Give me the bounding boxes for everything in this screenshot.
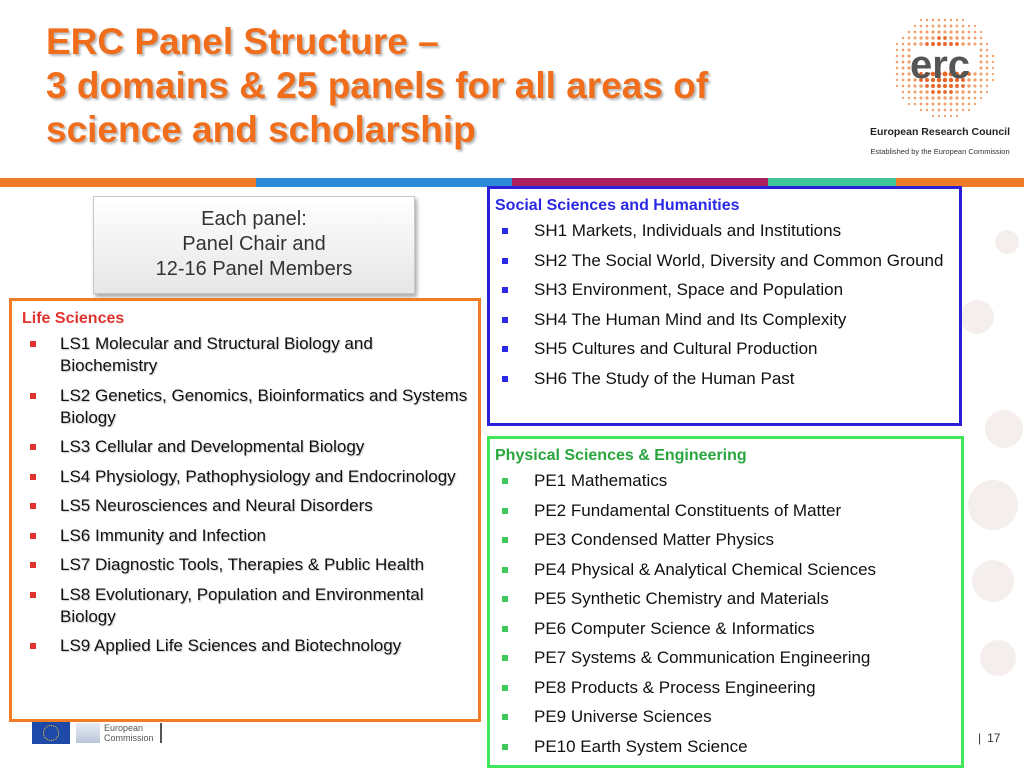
logo-dot: [944, 109, 947, 112]
logo-dot: [925, 30, 928, 33]
logo-dot: [925, 96, 928, 99]
logo-dot: [974, 37, 977, 40]
logo-dot: [956, 109, 959, 112]
logo-dot: [902, 67, 905, 70]
logo-dot: [968, 103, 971, 106]
logo-dot: [986, 43, 988, 45]
logo-dot: [938, 25, 941, 28]
logo-dot: [902, 61, 905, 64]
logo-dot: [974, 31, 977, 34]
logo-dot: [908, 31, 910, 33]
callout-line: Panel Chair and: [182, 233, 326, 255]
logo-dot: [919, 96, 922, 99]
list-item: SH4 The Human Mind and Its Complexity: [495, 309, 949, 331]
logo-dot: [938, 115, 940, 117]
logo-dot: [937, 102, 940, 105]
slide-title: [46, 20, 708, 152]
logo-dot: [902, 55, 905, 58]
logo-dot: [986, 91, 988, 93]
erc-logo: [862, 12, 1018, 160]
logo-dot: [956, 103, 959, 106]
logo-dot: [992, 67, 994, 69]
list-item: PE8 Products & Process Engineering: [495, 677, 951, 699]
list-item: LS1 Molecular and Structural Biology and Biochemistry: [22, 333, 468, 377]
logo-dot: [974, 25, 976, 27]
logo-dot: [896, 55, 899, 58]
logo-dot: [914, 31, 917, 34]
list-item: LS8 Evolutionary, Population and Environmental Biology: [22, 584, 468, 628]
logo-dot: [937, 90, 941, 94]
logo-dot: [896, 43, 898, 45]
logo-dot: [980, 37, 983, 40]
life-sciences-list: [22, 333, 468, 657]
logo-dot: [974, 103, 976, 105]
logo-dot: [980, 79, 983, 82]
logo-dot: [932, 115, 934, 117]
logo-dot: [914, 103, 917, 106]
logo-dot: [896, 73, 899, 76]
logo-dot: [950, 115, 952, 117]
eu-flag-icon: [32, 722, 70, 744]
list-item: PE4 Physical & Analytical Chemical Sciences: [495, 559, 951, 581]
list-item: LS9 Applied Life Sciences and Biotechnology: [22, 635, 468, 657]
logo-dot: [913, 90, 916, 93]
logo-dot: [931, 36, 935, 40]
slide-title-line: ERC Panel Structure –: [46, 21, 439, 62]
physical-sciences-title: Physical Sciences & Engineering: [495, 447, 747, 464]
page-number: [978, 731, 1000, 745]
logo-dot: [968, 97, 971, 100]
slide-title-line: science and scholarship: [46, 109, 476, 150]
list-item: PE3 Condensed Matter Physics: [495, 529, 951, 551]
background-dot: [972, 560, 1014, 602]
logo-dot: [955, 36, 958, 39]
logo-dot: [908, 37, 911, 40]
logo-dot: [908, 91, 911, 94]
list-item: SH1 Markets, Individuals and Institutions: [495, 220, 949, 242]
logo-dot: [950, 25, 953, 28]
background-dot: [980, 640, 1016, 676]
erc-dot-sphere-icon: [874, 12, 1006, 122]
logo-dot: [949, 90, 953, 94]
logo-dot: [937, 36, 941, 40]
logo-dot: [986, 79, 989, 82]
logo-dot: [950, 109, 953, 112]
logo-dot: [919, 90, 922, 93]
logo-dot: [902, 85, 905, 88]
commission-wordmark-line: Commission: [104, 733, 154, 743]
logo-dot: [986, 61, 989, 64]
erc-logo-mark: erc: [909, 43, 971, 87]
logo-dot: [956, 25, 959, 28]
social-sciences-list: [495, 220, 949, 390]
logo-dot: [920, 25, 923, 28]
logo-dot: [992, 73, 994, 75]
logo-dot: [973, 72, 976, 75]
logo-dot: [926, 103, 929, 106]
logo-dot: [949, 36, 953, 40]
logo-dot: [896, 61, 899, 64]
commission-building-icon: [76, 723, 100, 743]
logo-dot: [932, 25, 935, 28]
logo-dot: [943, 102, 946, 105]
logo-dot: [896, 49, 898, 51]
logo-subtitle: Established by the European Commission: [870, 147, 1010, 156]
logo-dot: [902, 37, 904, 39]
physical-sciences-panel: [487, 436, 964, 768]
logo-dot: [931, 90, 935, 94]
logo-dot: [956, 19, 958, 21]
logo-dot: [926, 19, 928, 21]
logo-dot: [986, 67, 989, 70]
logo-dot: [950, 19, 953, 22]
logo-dot: [896, 85, 898, 87]
list-item: LS3 Cellular and Developmental Biology: [22, 436, 468, 458]
logo-dot: [986, 73, 989, 76]
logo-dot: [926, 109, 929, 112]
logo-dot: [968, 109, 970, 111]
logo-dot: [980, 55, 983, 58]
logo-dot: [980, 31, 982, 33]
logo-dot: [956, 115, 958, 117]
logo-dot: [962, 103, 965, 106]
logo-dot: [986, 85, 988, 87]
logo-dot: [908, 103, 910, 105]
logo-dot: [949, 102, 952, 105]
list-item: PE1 Mathematics: [495, 470, 951, 492]
logo-dot: [974, 91, 977, 94]
logo-dot: [920, 19, 922, 21]
logo-dot: [974, 97, 977, 100]
logo-dot: [919, 36, 922, 39]
list-item: SH3 Environment, Space and Population: [495, 279, 949, 301]
logo-dot: [961, 96, 964, 99]
list-item: LS7 Diagnostic Tools, Therapies & Public Health: [22, 554, 468, 576]
logo-dot: [943, 90, 947, 94]
callout-line: Each panel:: [201, 208, 307, 230]
logo-dot: [937, 30, 940, 33]
logo-dot: [943, 30, 946, 33]
logo-dot: [932, 19, 935, 22]
accent-segment: [0, 178, 256, 187]
logo-dot: [943, 96, 946, 99]
logo-dot: [967, 90, 970, 93]
logo-dot: [920, 31, 923, 34]
logo-dot: [914, 25, 916, 27]
logo-dot: [961, 36, 964, 39]
logo-dot: [962, 25, 965, 28]
logo-dot: [932, 103, 935, 106]
page-separator: |: [978, 731, 982, 745]
logo-dot: [986, 55, 989, 58]
social-sciences-panel: [487, 186, 962, 426]
logo-dot: [986, 49, 989, 52]
logo-dot: [902, 73, 905, 76]
list-item: PE5 Synthetic Chemistry and Materials: [495, 588, 951, 610]
logo-dot: [967, 36, 970, 39]
logo-dot: [931, 96, 934, 99]
list-item: SH6 The Study of the Human Past: [495, 368, 949, 390]
logo-dot: [980, 49, 983, 52]
logo-dot: [931, 30, 934, 33]
logo-dot: [902, 91, 904, 93]
logo-dot: [902, 49, 905, 52]
social-sciences-title: Social Sciences and Humanities: [495, 197, 740, 214]
life-sciences-title: Life Sciences: [22, 310, 125, 327]
background-dot: [960, 300, 994, 334]
list-item: LS6 Immunity and Infection: [22, 525, 468, 547]
logo-dot: [908, 97, 911, 100]
logo-dot: [973, 78, 976, 81]
logo-dot: [968, 31, 971, 34]
page-number-value: 17: [987, 731, 1001, 745]
logo-dot: [949, 96, 952, 99]
logo-dot: [979, 60, 982, 63]
list-item: LS5 Neurosciences and Neural Disorders: [22, 495, 468, 517]
logo-dot: [896, 67, 899, 70]
logo-dot: [938, 19, 941, 22]
logo-dot: [980, 91, 983, 94]
logo-dot: [949, 30, 952, 33]
list-item: SH5 Cultures and Cultural Production: [495, 338, 949, 360]
logo-dot: [955, 90, 959, 94]
logo-dot: [943, 36, 947, 40]
background-dot: [995, 230, 1019, 254]
logo-dot: [955, 30, 958, 33]
list-item: PE6 Computer Science & Informatics: [495, 618, 951, 640]
slide-title-line: 3 domains & 25 panels for all areas of: [46, 65, 709, 106]
logo-dot: [914, 37, 917, 40]
panel-composition-callout: [93, 196, 415, 294]
logo-dot: [932, 109, 935, 112]
logo-dot: [896, 79, 898, 81]
logo-dot: [979, 72, 982, 75]
european-commission-logo: [32, 722, 162, 744]
logo-dot: [914, 97, 917, 100]
logo-dot: [920, 109, 922, 111]
logo-dot: [992, 55, 994, 57]
background-dot: [985, 410, 1023, 448]
logo-dot: [980, 43, 983, 46]
logo-dot: [902, 97, 904, 99]
logo-dot: [962, 109, 964, 111]
callout-line: 12-16 Panel Members: [155, 258, 353, 280]
logo-dot: [979, 66, 982, 69]
logo-dot: [961, 90, 964, 93]
accent-segment: [256, 178, 512, 187]
logo-dot: [992, 79, 994, 81]
commission-wordmark: [104, 723, 162, 743]
logo-organization-name: European Research Council: [869, 126, 1011, 138]
logo-dot: [973, 42, 976, 45]
logo-dot: [980, 97, 982, 99]
list-item: PE10 Earth System Science: [495, 736, 951, 758]
logo-dot: [902, 43, 905, 46]
list-item: PE9 Universe Sciences: [495, 706, 951, 728]
logo-dot: [925, 90, 929, 94]
logo-dot: [920, 103, 923, 106]
list-item: SH2 The Social World, Diversity and Common Ground: [495, 250, 949, 272]
logo-dot: [992, 61, 994, 63]
logo-dot: [944, 25, 947, 28]
logo-dot: [938, 109, 941, 112]
physical-sciences-list: [495, 470, 951, 758]
logo-dot: [980, 85, 983, 88]
logo-dot: [968, 25, 970, 27]
logo-dot: [902, 79, 905, 82]
commission-wordmark-line: European: [104, 723, 144, 733]
logo-dot: [944, 19, 947, 22]
list-item: PE2 Fundamental Constituents of Matter: [495, 500, 951, 522]
logo-dot: [962, 31, 965, 34]
logo-dot: [944, 115, 946, 117]
logo-dot: [955, 96, 958, 99]
life-sciences-panel: [9, 298, 481, 722]
logo-dot: [937, 96, 940, 99]
logo-dot: [925, 36, 928, 39]
logo-dot: [926, 25, 929, 28]
list-item: LS4 Physiology, Pathophysiology and Endocrinology: [22, 466, 468, 488]
logo-dot: [962, 19, 964, 21]
list-item: PE7 Systems & Communication Engineering: [495, 647, 951, 669]
background-dot: [968, 480, 1018, 530]
logo-dot: [973, 84, 976, 87]
list-item: LS2 Genetics, Genomics, Bioinformatics and Systems Biology: [22, 385, 468, 429]
